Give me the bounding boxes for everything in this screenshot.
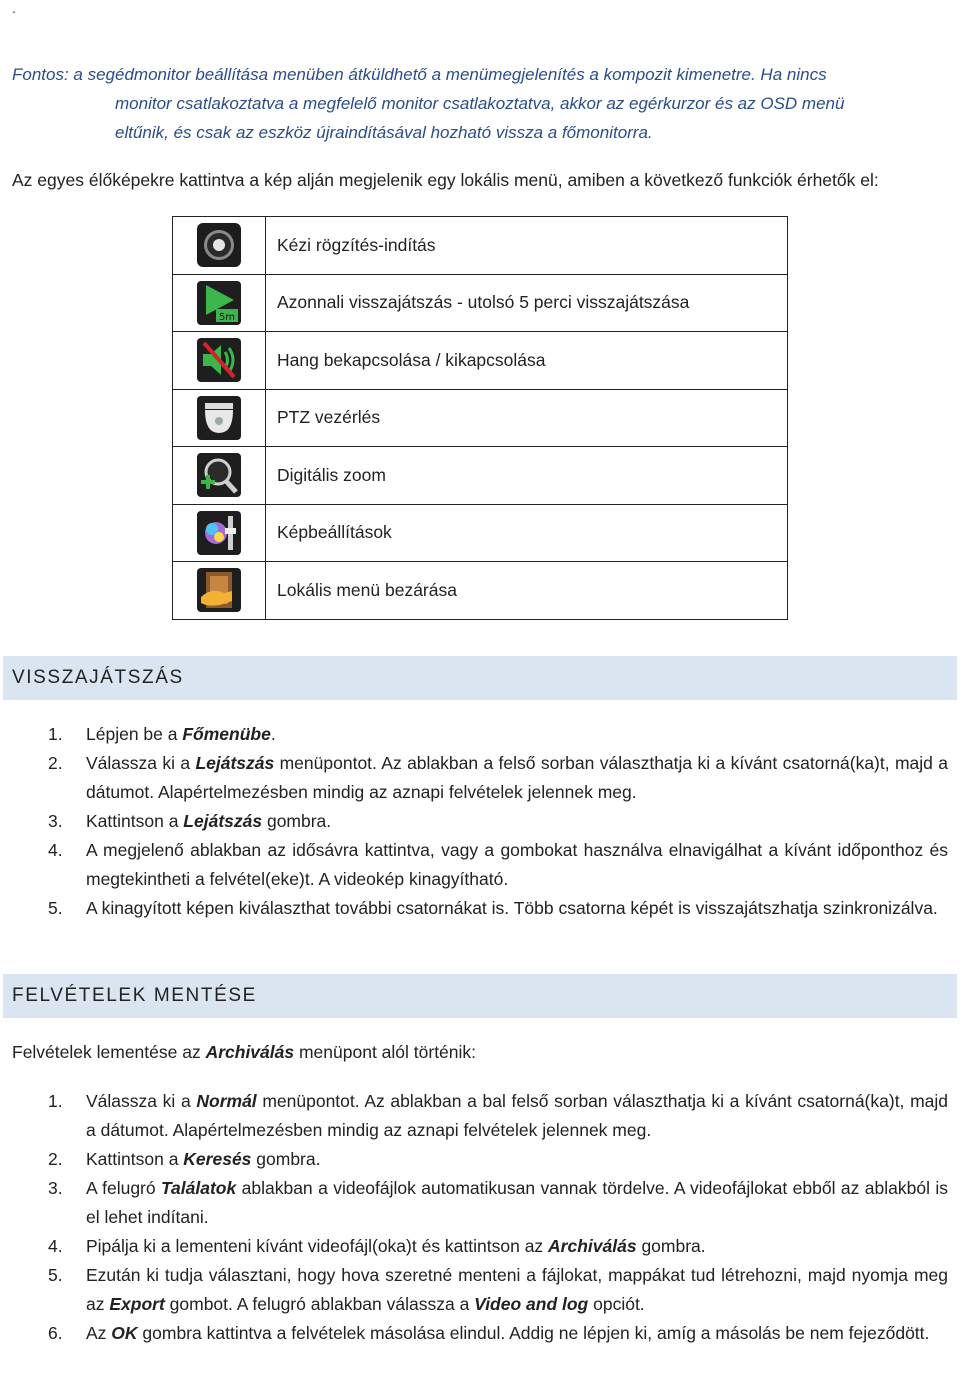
list-item: 4. A megjelenő ablakban az idősávra kattintva, vagy a gombokat használva elnavigálhat a kívánt időponthoz és megtekintheti a felvétel(eke)t. A videokép kinagyítható. (48, 840, 948, 889)
menu-row (173, 332, 788, 390)
image-settings-icon (196, 510, 242, 556)
menu-label: Kézi rögzítés-indítás (266, 217, 788, 275)
section-heading-playback: VISSZAJÁTSZÁS (3, 656, 957, 700)
menu-row (173, 274, 788, 332)
note-line-1: Fontos: a segédmonitor beállítása menüben átküldhető a menümegjelenítés a kompozit kimenetre. Ha nincs (12, 65, 827, 84)
instant-playback-5m-icon (196, 280, 242, 326)
list-item: 1. Lépjen be a Főmenübe. (48, 724, 276, 744)
list-item: 6. Az OK gombra kattintva a felvételek másolása elindul. Addig ne lépjen ki, amíg a másolás be nem fejeződött. (48, 1323, 930, 1343)
audio-mute-icon (196, 337, 242, 383)
menu-label: Azonnali visszajátszás - utolsó 5 perci visszajátszása (266, 274, 788, 332)
menu-label: Képbeállítások (266, 504, 788, 562)
ptz-dome-camera-icon (196, 395, 242, 441)
svg-text:5m: 5m (218, 311, 236, 323)
section-heading-saving: FELVÉTELEK MENTÉSE (3, 974, 957, 1018)
digital-zoom-icon (196, 452, 242, 498)
note-line-2: monitor csatlakoztatva a megfelelő monitor csatlakoztatva, akkor az egérkurzor és az OSD menü (115, 94, 845, 113)
menu-row (173, 447, 788, 505)
list-item: 2. Válassza ki a Lejátszás menüpontot. Az ablakban a felső sorban választhatja ki a kívánt csatorná(ka)t, majd a dátumot. Alapértelmezésben mindig az aznapi felvételek jelennek meg. (48, 753, 948, 802)
menu-row (173, 504, 788, 562)
playback-steps (48, 720, 948, 923)
list-item: 5. Ezután ki tudja választani, hogy hova szeretné menteni a fájlokat, mappákat tud létrehozni, majd nyomja meg az Export gombot. A felugró ablakban válassza a Video and log opciót. (48, 1265, 948, 1314)
local-menu-table (172, 216, 788, 620)
record-icon (196, 222, 242, 268)
note-line-3: eltűnik, és csak az eszköz újraindításával hozható vissza a főmonitorra. (115, 123, 653, 142)
list-item: 4. Pipálja ki a lementeni kívánt videofájl(oka)t és kattintson az Archiválás gombra. (48, 1236, 706, 1256)
list-item: 1. Válassza ki a Normál menüpontot. Az ablakban a bal felső sorban választhatja ki a kívánt csatorná(ka)t, majd a dátumot. Alapértelmezésben mindig az aznapi felvételek jelennek meg. (48, 1091, 949, 1140)
menu-row (173, 217, 788, 275)
menu-row (173, 389, 788, 447)
menu-row (173, 562, 788, 620)
list-item: 5. A kinagyított képen kiválaszthat további csatornákat is. Több csatorna képét is visszajátszhatja szinkronizálva. (48, 898, 938, 918)
local-menu-intro: Az egyes élőképekre kattintva a kép alján megjelenik egy lokális menü, amiben a következő funkciók érhetők el: (12, 170, 879, 190)
list-item: 3. Kattintson a Lejátszás gombra. (48, 811, 332, 831)
saving-intro: Felvételek lementése az Archiválás menüpont alól történik: (12, 1042, 477, 1062)
important-note (12, 60, 952, 147)
menu-label: Digitális zoom (266, 447, 788, 505)
menu-label: PTZ vezérlés (266, 389, 788, 447)
menu-label: Lokális menü bezárása (266, 562, 788, 620)
close-menu-exit-icon (196, 567, 242, 613)
saving-steps (48, 1087, 948, 1348)
menu-label: Hang bekapcsolása / kikapcsolása (266, 332, 788, 390)
list-item: 3. A felugró Találatok ablakban a videofájlok automatikusan vannak tördelve. A videofájlokat ebből az ablakból is el lehet indítani. (48, 1178, 948, 1227)
list-item: 2. Kattintson a Keresés gombra. (48, 1149, 321, 1169)
stray-dot: . (12, 0, 16, 16)
